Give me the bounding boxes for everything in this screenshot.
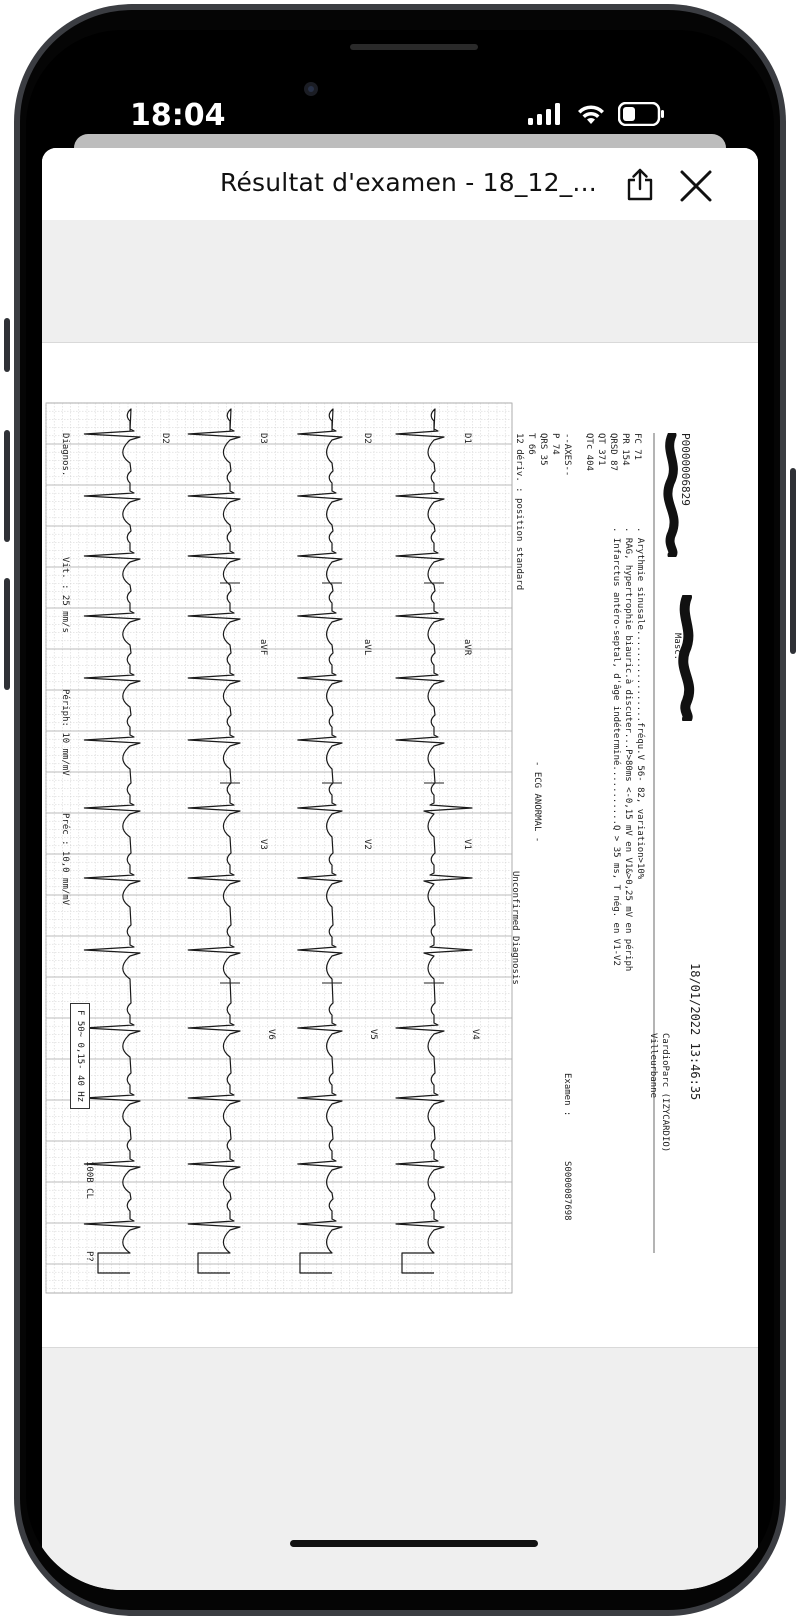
- lead-label-v6: V6: [266, 1029, 276, 1040]
- earpiece: [350, 44, 478, 50]
- interpretation-line-1: . Arythmie sinusale.................fréqu.V 56- 82, variation>10%: [635, 527, 645, 880]
- footer-prec: Préc : 10,0 mm/mV: [60, 813, 70, 906]
- power-button: [790, 468, 796, 654]
- interpretation-line-2: . RAG, hypertrophie biauric.à discuter...P>80ms <-0,15 mV en V1&>0,25 mV en périph: [623, 527, 633, 972]
- measure-qtc: QTc 404: [584, 433, 594, 471]
- footer-speed: Vit. : 25 mm/s: [60, 557, 70, 633]
- measure-qrs-axis: QRS 35: [538, 433, 548, 466]
- clinic-name: CardioParc (IZYCARDIO): [660, 1033, 670, 1153]
- exam-datetime: 18/01/2022 13:46:35: [688, 963, 702, 1101]
- lead-label-d3: D3: [258, 433, 268, 444]
- patient-id: P0000006829: [679, 433, 692, 506]
- modal-sheet: [42, 148, 758, 1590]
- sheet-title: Résultat d'examen - 18_12_...: [220, 168, 597, 197]
- exam-label: Examen :: [562, 1073, 572, 1117]
- redaction-mark-2: [676, 595, 698, 721]
- patient-sex: Masc.: [672, 633, 682, 661]
- action-button: [4, 318, 10, 372]
- battery-icon: [618, 102, 666, 126]
- lead-label-avl: aVL: [362, 639, 372, 656]
- footer-diagnos: Diagnos.: [60, 433, 70, 477]
- status-time: 18:04: [130, 98, 226, 133]
- interpretation-line-3: . Infarctus antéro-septal, d'âge indéterminé...........Q > 35 ms, T nég. en V1-V2: [611, 527, 621, 966]
- lead-label-d2: D2: [362, 433, 372, 444]
- footer-periph: Périph: 10 mm/mV: [60, 689, 70, 776]
- clinic-city: Villeurbanne: [648, 1033, 658, 1099]
- measure-t-axis: T 66: [526, 433, 536, 455]
- volume-up-button: [4, 430, 10, 542]
- ecg-abnormal-label: - ECG ANORMAL -: [532, 761, 542, 843]
- measure-pr: PR 154: [620, 433, 630, 466]
- measure-fc: FC 71: [632, 433, 642, 461]
- status-icons: [528, 102, 666, 126]
- ecg-grid-and-traces: [42, 343, 758, 1347]
- measure-qrsd: QRSD 87: [608, 433, 618, 471]
- lead-label-v2: V2: [362, 839, 372, 850]
- ecg-grid-border: [46, 403, 512, 1293]
- lead-label-v4: V4: [470, 1029, 480, 1040]
- measure-p-axis: P 74: [550, 433, 560, 455]
- wifi-icon: [576, 103, 606, 125]
- lead-label-v5: V5: [368, 1029, 378, 1040]
- volume-down-button: [4, 578, 10, 690]
- sheet-header: [42, 148, 758, 220]
- lead-label-v3: V3: [258, 839, 268, 850]
- home-indicator[interactable]: [290, 1540, 538, 1547]
- cellular-signal-icon: [528, 103, 564, 125]
- redaction-mark: [662, 433, 682, 557]
- front-camera: [304, 82, 318, 96]
- lead-label-v1: V1: [462, 839, 472, 850]
- lead-position: 12 dériv. : position standard: [514, 433, 524, 591]
- footer-filter: F 50~ 0,15- 40 Hz: [70, 1003, 90, 1109]
- footer-page: P?: [84, 1251, 94, 1262]
- measure-qt: QT 371: [596, 433, 606, 466]
- unconfirmed-diagnosis: Unconfirmed Diagnosis: [510, 871, 520, 985]
- share-icon[interactable]: [620, 164, 660, 204]
- lead-label-avf: aVF: [258, 639, 268, 656]
- footer-device: 100B CL: [84, 1161, 94, 1199]
- lead-label-d1: D1: [462, 433, 472, 444]
- measure-axes-header: --AXES--: [562, 433, 572, 477]
- document-page: [42, 342, 758, 1348]
- exam-id: S0000087698: [562, 1161, 572, 1221]
- close-icon[interactable]: [676, 166, 716, 206]
- document-viewer[interactable]: [42, 220, 758, 1590]
- screen: [26, 30, 774, 1590]
- lead-label-d2-rhythm: D2: [160, 433, 170, 444]
- lead-label-avr: aVR: [462, 639, 472, 656]
